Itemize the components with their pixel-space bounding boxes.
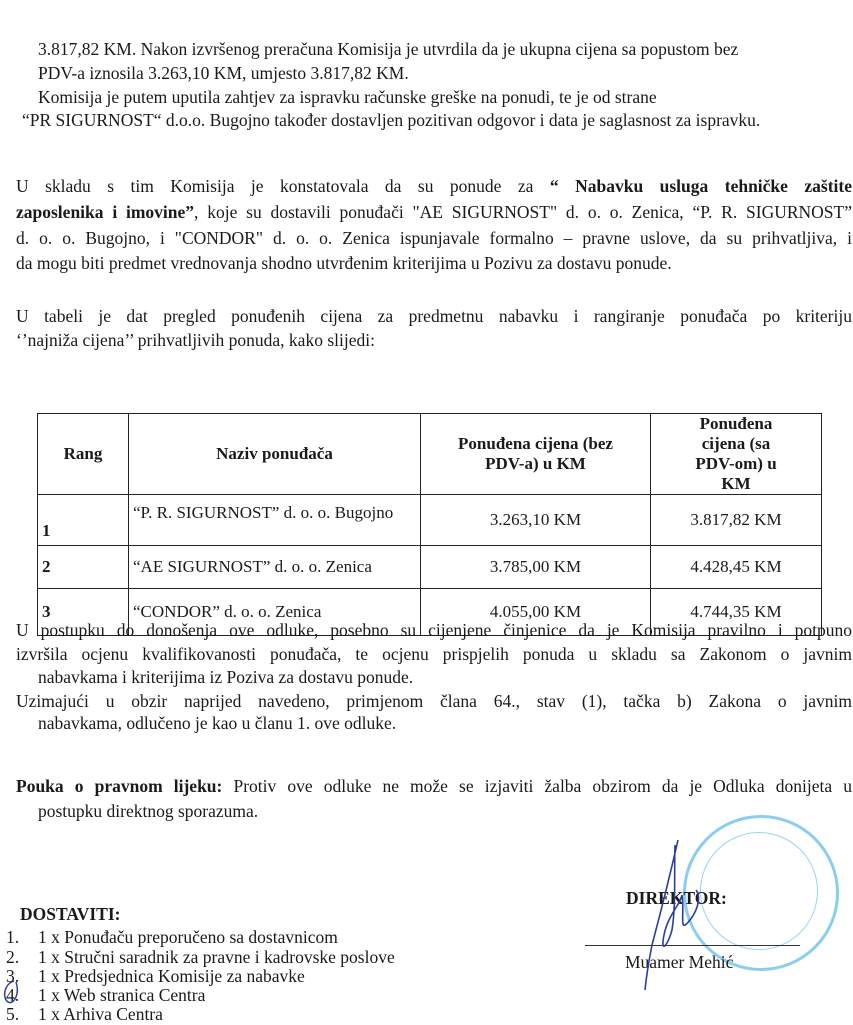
price-no-vat: 4.055,00 KM (421, 589, 651, 636)
item-text: 1 x Stručni saradnik za pravne i kadrovske poslove (38, 947, 395, 967)
paragraph1-line: Komisija je putem uputila zahtjev za ispravku računske greške na ponudi, te je od strane (38, 87, 657, 107)
paragraph1-line: PDV-a iznosila 3.263,10 KM, umjesto 3.817,82 KM. (38, 63, 409, 83)
header-bidder: Naziv ponuđača (129, 414, 421, 495)
item-text: 1 x Web stranica Centra (38, 985, 206, 1005)
director-title: DIREKTOR: (626, 888, 727, 908)
deliver-title: DOSTAVITI: (20, 904, 121, 924)
legal-remedy-line: postupku direktnog sporazuma. (38, 801, 259, 821)
offers-table (37, 413, 822, 636)
text: U skladu s tim Komisija je konstatovala da su ponude za (16, 176, 550, 196)
bidder: “AE SIGURNOST” d. o. o. Zenica (129, 546, 421, 589)
list-item (6, 926, 338, 948)
price-vat: 4.428,45 KM (651, 546, 822, 589)
subject-bold: zaposlenika i imovine” (16, 202, 195, 222)
legal-remedy-label: Pouka o pravnom lijeku: (16, 776, 223, 796)
price-vat: 3.817,82 KM (651, 495, 822, 546)
item-text: 1 x Ponuđaču preporučeno sa dostavnicom (38, 927, 338, 947)
rank: 2 (38, 546, 129, 589)
header-price-no-vat: Ponuđena cijena (bez PDV-a) u KM (421, 414, 651, 495)
bidder: “P. R. SIGURNOST” d. o. o. Bugojno (129, 495, 421, 546)
paragraph3-line: U tabeli je dat pregled ponuđenih cijena za predmetnu nabavku i rangiranje ponuđača po kriteriju (16, 306, 852, 326)
paragraph1-line: “PR SIGURNOST“ d.o.o. Bugojno također dostavljen pozitivan odgovor i data je saglasnost za ispravku. (22, 110, 761, 130)
item-text: 1 x Arhiva Centra (38, 1004, 163, 1024)
paragraph3-line: ‘’najniža cijena’’ prihvatljivih ponuda, kako slijedi: (16, 330, 375, 350)
bidder: “CONDOR” d. o. o. Zenica (129, 589, 421, 636)
paragraph1-line: 3.817,82 KM. Nakon izvršenog preračuna Komisija je utvrdila da je ukupna cijena sa popustom bez (38, 39, 739, 59)
item-text: 1 x Predsjednica Komisije za nabavke (38, 966, 305, 986)
header-price-vat: Ponuđena cijena (sa PDV-om) u KM (651, 414, 822, 495)
handwritten-signature (630, 835, 710, 995)
table-row (38, 546, 822, 589)
header-rank: Rang (38, 414, 129, 495)
paragraph2-line: da mogu biti predmet vrednovanja shodno utvrđenim kriterijima u Pozivu za dostavu ponude. (16, 253, 672, 273)
price-no-vat: 3.263,10 KM (421, 495, 651, 546)
director-name: Muamer Mehić (625, 952, 734, 972)
price-no-vat: 3.785,00 KM (421, 546, 651, 589)
rank: 3 (38, 589, 129, 636)
item-num: 3. (6, 966, 20, 986)
paragraph4-line: nabavkama, odlučeno je kao u članu 1. ove odluke. (38, 713, 397, 733)
table-header (38, 414, 822, 495)
item-num: 1. (6, 927, 20, 947)
paragraph4-line: Uzimajući u obzir naprijed navedeno, primjenom člana 64., stav (1), tačka b) Zakona o javnim (16, 691, 852, 711)
paragraph4-line: U postupku do donošenja ove odluke, posebno su cijenjene činjenice da je Komisija pravilno i potpuno (16, 620, 852, 640)
legal-remedy (16, 775, 852, 797)
item-num: 2. (6, 947, 20, 967)
subject-bold: “ Nabavku usluga tehničke zaštite (549, 176, 852, 196)
text: Protiv ove odluke ne može se izjaviti žalba obzirom da je Odluka donijeta u (222, 776, 852, 796)
paragraph4-line: izvršila ocjenu kvalifikovanosti ponuđača, te ocjenu prispjelih ponuda u skladu sa Zakonom o javnim (16, 644, 852, 664)
rank: 1 (38, 495, 129, 546)
price-vat: 4.744,35 KM (651, 589, 822, 636)
paragraph2-line: d. o. o. Bugojno, i "CONDOR" d. o. o. Zenica ispunjavale formalno – pravne uslove, da su prihvatljiva, i (16, 228, 852, 248)
item-num: 5. (6, 1004, 20, 1024)
paragraph4-line: nabavkama i kriterijima iz Poziva za dostavu ponude. (38, 667, 414, 687)
handwritten-circle-mark (0, 978, 24, 1008)
table-row (38, 495, 822, 546)
text: , koje su dostavili ponuđači "AE SIGURNOST" d. o. o. Zenica, “P. R. SIGURNOST” (194, 202, 852, 222)
paragraph2-line (16, 201, 852, 223)
item-num: 4. (6, 985, 20, 1005)
paragraph2-line (16, 175, 852, 197)
